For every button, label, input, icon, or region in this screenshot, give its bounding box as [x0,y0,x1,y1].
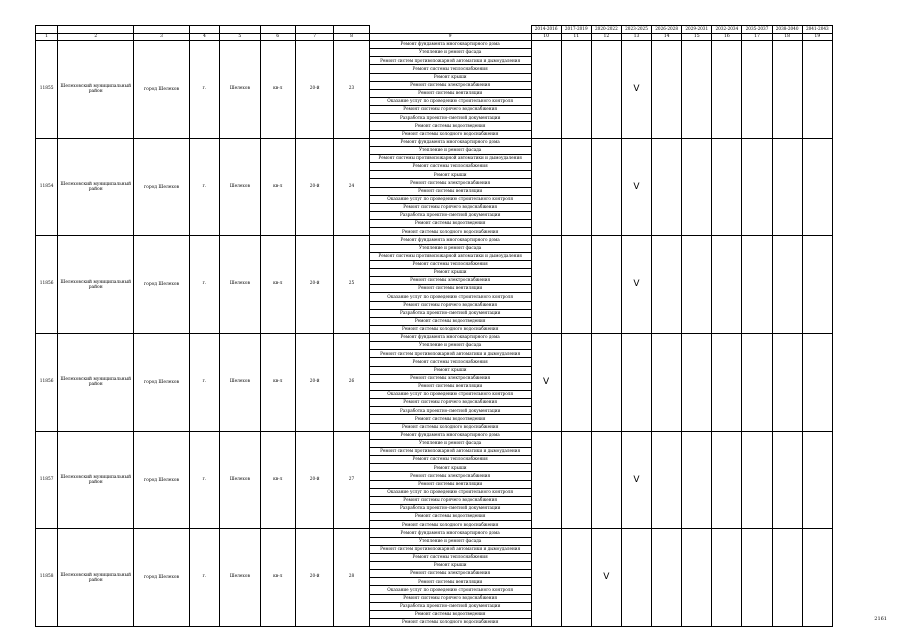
street-type: кв-л [260,529,295,627]
work-type: Ремонт системы горячего водоснабжения [369,106,531,114]
column-number: 4 [189,34,219,41]
locality-type: г. [189,529,219,627]
work-type: Ремонт системы горячего водоснабжения [369,399,531,407]
column-number: 14 [652,34,682,41]
period-cell [682,138,712,236]
work-type: Ремонт системы водоотведения [369,317,531,325]
house-number: 24 [334,138,369,236]
work-type: Ремонт фундамента многоквартирного дома [369,236,531,244]
period-cell [561,529,591,627]
settlement-name: город Шелехов [134,334,190,432]
locality-name: Шелехов [220,431,260,529]
period-header-row [36,26,833,34]
period-cell [621,529,651,627]
period-header: 2020-2022 [591,26,621,34]
period-header: 2041-2043 [802,26,832,34]
work-type: Ремонт системы электроснабжения [369,472,531,480]
work-type: Разработка проектно-сметной документации [369,505,531,513]
work-type: Ремонт системы вентиляции [369,285,531,293]
work-type: Ремонт системы электроснабжения [369,570,531,578]
work-type: Ремонт крыши [369,73,531,81]
work-type: Ремонт системы холодного водоснабжения [369,618,531,626]
work-type: Ремонт фундамента многоквартирного дома [369,41,531,49]
work-type: Ремонт систем противопожарной автоматики и дымоудаления [369,57,531,65]
period-cell [531,41,561,139]
column-number: 13 [621,34,651,41]
locality-name: Шелехов [220,138,260,236]
house-number: 23 [334,41,369,139]
period-cell [531,236,561,334]
settlement-name: город Шелехов [134,41,190,139]
work-type: Ремонт систем противопожарной автоматики и дымоудаления [369,350,531,358]
period-cell [742,334,772,432]
street-name: 20-й [295,334,333,432]
record-number: 11857 [36,431,58,529]
work-type: Ремонт системы теплоснабжения [369,65,531,73]
work-type: Оказание услуг по проведению строительного контроля [369,586,531,594]
street-type: кв-л [260,236,295,334]
period-header: 2026-2028 [652,26,682,34]
column-number: 7 [295,34,333,41]
district-name: Шелеховский муниципальный район [58,529,134,627]
street-name: 20-й [295,236,333,334]
table-row [36,236,833,244]
table-row [36,41,833,49]
period-header: 2017-2019 [561,26,591,34]
column-number: 1 [36,34,58,41]
work-type: Разработка проектно-сметной документации [369,114,531,122]
column-number: 9 [369,34,531,41]
period-cell [802,138,832,236]
work-type: Ремонт системы горячего водоснабжения [369,301,531,309]
table-row [36,529,833,537]
work-type: Ремонт фундамента многоквартирного дома [369,138,531,146]
work-type: Разработка проектно-сметной документации [369,602,531,610]
work-type: Ремонт крыши [369,268,531,276]
header-spacer [334,26,369,34]
work-type: Ремонт системы водоотведения [369,513,531,521]
period-cell [772,236,802,334]
work-type: Утепление и ремонт фасада [369,439,531,447]
period-cell [652,138,682,236]
table-row [36,334,833,342]
work-type: Оказание услуг по проведению строительного контроля [369,195,531,203]
column-number: 3 [134,34,190,41]
work-type: Оказание услуг по проведению строительного контроля [369,97,531,105]
period-cell [652,236,682,334]
locality-type: г. [189,236,219,334]
district-name: Шелеховский муниципальный район [58,431,134,529]
work-type: Ремонт систем противопожарной автоматики и дымоудаления [369,545,531,553]
column-number: 12 [591,34,621,41]
header-spacer [295,26,333,34]
period-cell [561,236,591,334]
period-header: 2038-2040 [772,26,802,34]
column-number: 15 [682,34,712,41]
period-cell [591,334,621,432]
period-cell [652,41,682,139]
period-cell [772,41,802,139]
district-name: Шелеховский муниципальный район [58,334,134,432]
street-name: 20-й [295,431,333,529]
period-cell [772,334,802,432]
period-cell [712,334,742,432]
capital-repair-table [35,25,833,627]
work-type: Разработка проектно-сметной документации [369,211,531,219]
work-type: Ремонт системы теплоснабжения [369,358,531,366]
work-type: Ремонт системы теплоснабжения [369,553,531,561]
period-header: 2032-2034 [712,26,742,34]
period-cell [772,138,802,236]
work-type: Ремонт системы водоотведения [369,415,531,423]
locality-type: г. [189,334,219,432]
work-type: Ремонт системы теплоснабжения [369,260,531,268]
period-cell [561,334,591,432]
period-mark: V [591,529,621,627]
period-cell [802,41,832,139]
record-number: 11858 [36,529,58,627]
work-type: Ремонт системы водоотведения [369,122,531,130]
column-number: 2 [58,34,134,41]
work-type: Оказание услуг по проведению строительного контроля [369,488,531,496]
column-number: 10 [531,34,561,41]
column-number: 11 [561,34,591,41]
period-cell [742,41,772,139]
settlement-name: город Шелехов [134,236,190,334]
header-spacer [189,26,219,34]
street-name: 20-й [295,41,333,139]
period-cell [561,138,591,236]
work-type: Ремонт системы вентиляции [369,187,531,195]
work-type: Утепление и ремонт фасада [369,49,531,57]
work-type: Оказание услуг по проведению строительного контроля [369,391,531,399]
period-cell [802,236,832,334]
work-type: Ремонт крыши [369,366,531,374]
work-type: Ремонт систем противопожарной автоматики и дымоудаления [369,448,531,456]
period-mark: V [621,41,651,139]
column-number: 5 [220,34,260,41]
work-type: Утепление и ремонт фасада [369,244,531,252]
period-cell [712,236,742,334]
column-number-row [36,34,833,41]
header-spacer [58,26,134,34]
work-type: Ремонт системы холодного водоснабжения [369,130,531,138]
work-type: Ремонт крыши [369,171,531,179]
work-type: Ремонт системы холодного водоснабжения [369,325,531,333]
period-cell [772,431,802,529]
period-cell [531,529,561,627]
house-number: 25 [334,236,369,334]
work-type: Ремонт системы холодного водоснабжения [369,228,531,236]
locality-type: г. [189,41,219,139]
period-cell [591,138,621,236]
period-cell [652,334,682,432]
street-type: кв-л [260,41,295,139]
column-number: 17 [742,34,772,41]
period-cell [742,138,772,236]
period-mark: V [621,236,651,334]
work-type: Ремонт крыши [369,562,531,570]
table-row [36,431,833,439]
record-number: 11855 [36,41,58,139]
period-cell [682,41,712,139]
column-number: 6 [260,34,295,41]
period-cell [802,431,832,529]
work-type: Ремонт системы вентиляции [369,382,531,390]
period-cell [772,529,802,627]
period-cell [682,431,712,529]
period-cell [652,529,682,627]
page-number: 2161 [874,616,887,622]
period-cell [712,41,742,139]
period-cell [591,41,621,139]
header-spacer [369,26,531,34]
house-number: 28 [334,529,369,627]
locality-name: Шелехов [220,41,260,139]
period-cell [652,431,682,529]
work-type: Утепление и ремонт фасада [369,146,531,154]
period-cell [742,529,772,627]
work-type: Ремонт системы водоотведения [369,610,531,618]
settlement-name: город Шелехов [134,138,190,236]
period-cell [561,41,591,139]
work-type: Утепление и ремонт фасада [369,342,531,350]
work-type: Ремонт системы холодного водоснабжения [369,423,531,431]
work-type: Ремонт фундамента многоквартирного дома [369,334,531,342]
locality-type: г. [189,431,219,529]
work-type: Ремонт системы электроснабжения [369,179,531,187]
period-cell [712,138,742,236]
locality-type: г. [189,138,219,236]
record-number: 11854 [36,138,58,236]
work-type: Ремонт системы горячего водоснабжения [369,496,531,504]
street-name: 20-й [295,138,333,236]
locality-name: Шелехов [220,334,260,432]
header-spacer [260,26,295,34]
street-type: кв-л [260,138,295,236]
period-cell [621,334,651,432]
work-type: Ремонт системы горячего водоснабжения [369,594,531,602]
period-cell [591,431,621,529]
work-type: Разработка проектно-сметной документации [369,407,531,415]
period-cell [682,334,712,432]
district-name: Шелеховский муниципальный район [58,138,134,236]
work-type: Ремонт системы горячего водоснабжения [369,203,531,211]
header-spacer [36,26,58,34]
period-cell [531,138,561,236]
district-name: Шелеховский муниципальный район [58,236,134,334]
column-number: 19 [802,34,832,41]
locality-name: Шелехов [220,236,260,334]
work-type: Ремонт системы теплоснабжения [369,456,531,464]
work-type: Ремонт системы электроснабжения [369,277,531,285]
work-type: Ремонт системы водоотведения [369,220,531,228]
street-type: кв-л [260,334,295,432]
work-type: Ремонт крыши [369,464,531,472]
column-number: 18 [772,34,802,41]
work-type: Оказание услуг по проведению строительного контроля [369,293,531,301]
street-type: кв-л [260,431,295,529]
period-cell [742,236,772,334]
period-header: 2035-2037 [742,26,772,34]
locality-name: Шелехов [220,529,260,627]
period-mark: V [621,138,651,236]
header-spacer [134,26,190,34]
work-type: Ремонт системы противопожарной автоматики и дымоудаления [369,252,531,260]
period-header: 2029-2031 [682,26,712,34]
work-type: Ремонт системы вентиляции [369,89,531,97]
period-mark: V [621,431,651,529]
settlement-name: город Шелехов [134,431,190,529]
period-cell [591,236,621,334]
work-type: Ремонт системы противопожарной автоматики и дымоудаления [369,154,531,162]
house-number: 27 [334,431,369,529]
period-header: 2023-2025 [621,26,651,34]
work-type: Ремонт системы вентиляции [369,480,531,488]
header-spacer [220,26,260,34]
house-number: 26 [334,334,369,432]
work-type: Ремонт системы электроснабжения [369,374,531,382]
period-cell [802,334,832,432]
period-cell [682,236,712,334]
work-type: Разработка проектно-сметной документации [369,309,531,317]
record-number: 11856 [36,236,58,334]
period-cell [682,529,712,627]
work-type: Ремонт системы холодного водоснабжения [369,521,531,529]
period-cell [561,431,591,529]
period-cell [712,529,742,627]
record-number: 11856 [36,334,58,432]
settlement-name: город Шелехов [134,529,190,627]
work-type: Ремонт фундамента многоквартирного дома [369,431,531,439]
period-mark: V [531,334,561,432]
period-cell [531,431,561,529]
period-header: 2014-2016 [531,26,561,34]
table-row [36,138,833,146]
work-type: Ремонт системы теплоснабжения [369,163,531,171]
work-type: Ремонт фундамента многоквартирного дома [369,529,531,537]
column-number: 16 [712,34,742,41]
work-type: Утепление и ремонт фасада [369,537,531,545]
period-cell [712,431,742,529]
work-type: Ремонт системы электроснабжения [369,81,531,89]
street-name: 20-й [295,529,333,627]
work-type: Ремонт системы вентиляции [369,578,531,586]
period-cell [802,529,832,627]
column-number: 8 [334,34,369,41]
period-cell [742,431,772,529]
district-name: Шелеховский муниципальный район [58,41,134,139]
